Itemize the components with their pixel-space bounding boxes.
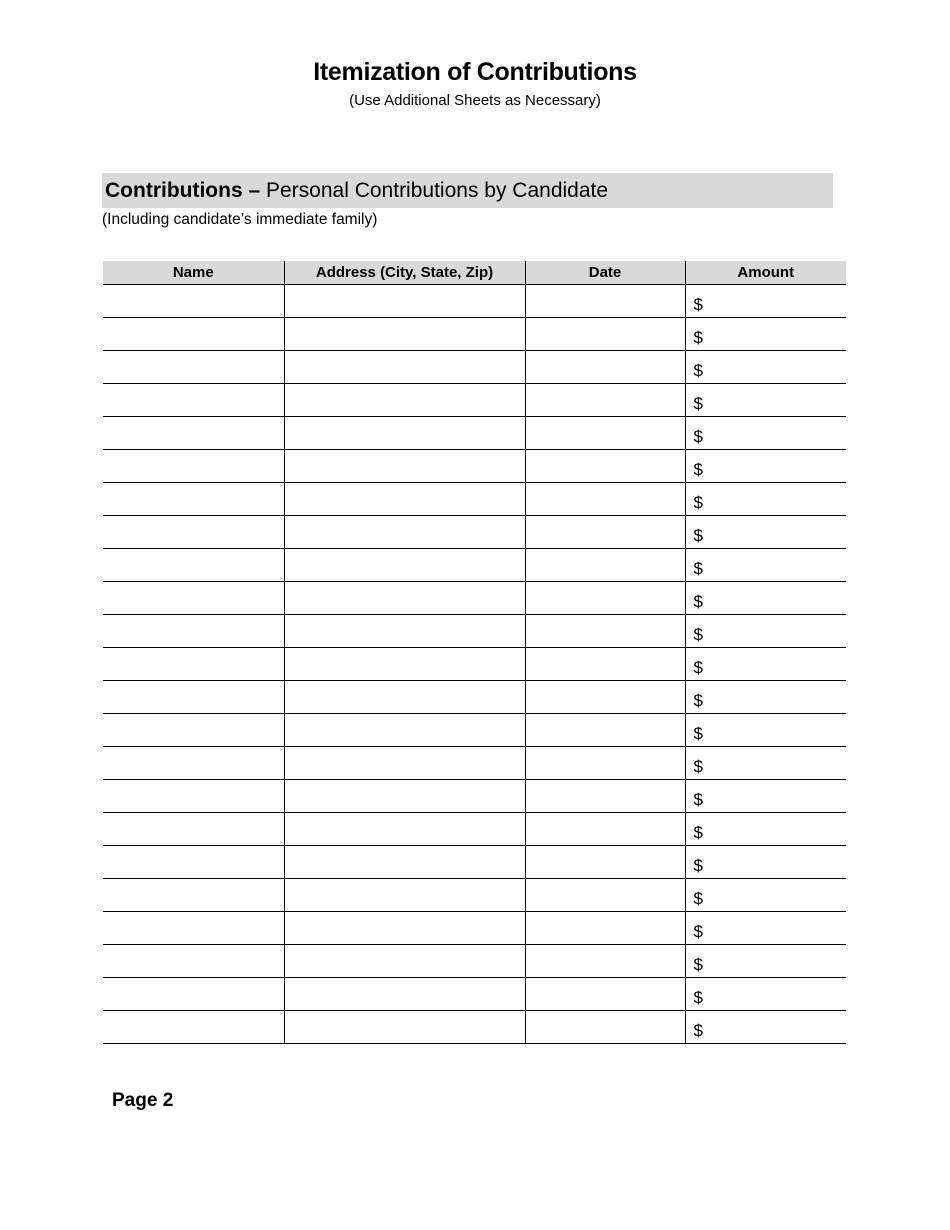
date-cell[interactable]: [525, 648, 685, 681]
date-cell[interactable]: [525, 846, 685, 879]
table-row: [103, 483, 846, 516]
address-cell[interactable]: [284, 516, 525, 549]
date-cell[interactable]: [525, 450, 685, 483]
amount-cell[interactable]: $: [685, 1011, 846, 1044]
document-title: Itemization of Contributions: [313, 58, 637, 86]
name-cell[interactable]: [103, 747, 284, 780]
amount-cell[interactable]: $: [685, 879, 846, 912]
address-cell[interactable]: [284, 912, 525, 945]
table-row: [103, 582, 846, 615]
table-row: [103, 846, 846, 879]
table-row: [103, 945, 846, 978]
table-row: [103, 351, 846, 384]
name-cell[interactable]: [103, 549, 284, 582]
name-cell[interactable]: [103, 945, 284, 978]
name-cell[interactable]: [103, 879, 284, 912]
name-cell[interactable]: [103, 912, 284, 945]
amount-cell[interactable]: $: [685, 648, 846, 681]
name-cell[interactable]: [103, 813, 284, 846]
date-cell[interactable]: [525, 945, 685, 978]
amount-cell[interactable]: $: [685, 681, 846, 714]
address-cell[interactable]: [284, 714, 525, 747]
amount-cell[interactable]: $: [685, 615, 846, 648]
address-cell[interactable]: [284, 483, 525, 516]
amount-cell[interactable]: $: [685, 846, 846, 879]
table-row: [103, 978, 846, 1011]
name-cell[interactable]: [103, 648, 284, 681]
date-cell[interactable]: [525, 483, 685, 516]
name-cell[interactable]: [103, 483, 284, 516]
amount-cell[interactable]: $: [685, 351, 846, 384]
table-row: [103, 549, 846, 582]
table-row: [103, 417, 846, 450]
section-banner: [102, 173, 833, 208]
page-number: Page 2: [112, 1090, 174, 1111]
table-row: [103, 813, 846, 846]
address-cell[interactable]: [284, 417, 525, 450]
address-cell[interactable]: [284, 384, 525, 417]
date-cell[interactable]: [525, 879, 685, 912]
date-cell[interactable]: [525, 780, 685, 813]
table-row: [103, 912, 846, 945]
name-cell[interactable]: [103, 285, 284, 318]
address-cell[interactable]: [284, 747, 525, 780]
amount-cell[interactable]: $: [685, 483, 846, 516]
address-cell[interactable]: [284, 351, 525, 384]
date-cell[interactable]: [525, 681, 685, 714]
table-row: [103, 879, 846, 912]
table-row: [103, 780, 846, 813]
table-row: [103, 648, 846, 681]
address-cell[interactable]: [284, 813, 525, 846]
date-cell[interactable]: [525, 417, 685, 450]
amount-cell[interactable]: $: [685, 714, 846, 747]
date-cell[interactable]: [525, 582, 685, 615]
amount-cell[interactable]: $: [685, 813, 846, 846]
date-cell[interactable]: [525, 978, 685, 1011]
document-subtitle: (Use Additional Sheets as Necessary): [349, 92, 601, 109]
name-cell[interactable]: [103, 1011, 284, 1044]
amount-cell[interactable]: $: [685, 978, 846, 1011]
address-cell[interactable]: [284, 879, 525, 912]
name-cell[interactable]: [103, 450, 284, 483]
address-cell[interactable]: [284, 285, 525, 318]
name-cell[interactable]: [103, 318, 284, 351]
date-cell[interactable]: [525, 747, 685, 780]
column-header-name: Name: [103, 261, 284, 285]
amount-cell[interactable]: $: [685, 945, 846, 978]
table-row: [103, 615, 846, 648]
table-row: [103, 747, 846, 780]
section-title-rest: Personal Contributions by Candidate: [260, 179, 609, 202]
name-cell[interactable]: [103, 384, 284, 417]
address-cell[interactable]: [284, 978, 525, 1011]
table-row: [103, 1011, 846, 1044]
contributions-table: [103, 261, 846, 1044]
name-cell[interactable]: [103, 351, 284, 384]
name-cell[interactable]: [103, 978, 284, 1011]
amount-cell[interactable]: $: [685, 318, 846, 351]
amount-cell[interactable]: $: [685, 417, 846, 450]
table-row: [103, 681, 846, 714]
table-body: [103, 285, 846, 1044]
column-header-address: Address (City, State, Zip): [284, 261, 525, 285]
amount-cell[interactable]: $: [685, 780, 846, 813]
amount-cell[interactable]: $: [685, 582, 846, 615]
table-row: [103, 285, 846, 318]
name-cell[interactable]: [103, 714, 284, 747]
name-cell[interactable]: [103, 417, 284, 450]
name-cell[interactable]: [103, 582, 284, 615]
date-cell[interactable]: [525, 1011, 685, 1044]
address-cell[interactable]: [284, 582, 525, 615]
amount-cell[interactable]: $: [685, 516, 846, 549]
date-cell[interactable]: [525, 285, 685, 318]
date-cell[interactable]: [525, 615, 685, 648]
column-header-amount: Amount: [685, 261, 846, 285]
address-cell[interactable]: [284, 615, 525, 648]
date-cell[interactable]: [525, 912, 685, 945]
date-cell[interactable]: [525, 516, 685, 549]
table-row: [103, 516, 846, 549]
address-cell[interactable]: [284, 780, 525, 813]
table-row: [103, 450, 846, 483]
date-cell[interactable]: [525, 549, 685, 582]
address-cell[interactable]: [284, 318, 525, 351]
name-cell[interactable]: [103, 516, 284, 549]
table-row: [103, 714, 846, 747]
date-cell[interactable]: [525, 318, 685, 351]
name-cell[interactable]: [103, 615, 284, 648]
amount-cell[interactable]: $: [685, 384, 846, 417]
address-cell[interactable]: [284, 945, 525, 978]
date-cell[interactable]: [525, 351, 685, 384]
date-cell[interactable]: [525, 384, 685, 417]
section-note: (Including candidate’s immediate family): [102, 211, 378, 228]
amount-cell[interactable]: $: [685, 549, 846, 582]
amount-cell[interactable]: $: [685, 450, 846, 483]
amount-cell[interactable]: $: [685, 747, 846, 780]
address-cell[interactable]: [284, 549, 525, 582]
address-cell[interactable]: [284, 846, 525, 879]
section-title-bold: Contributions –: [105, 179, 261, 202]
amount-cell[interactable]: $: [685, 285, 846, 318]
name-cell[interactable]: [103, 780, 284, 813]
table-header-row: [103, 261, 846, 285]
name-cell[interactable]: [103, 681, 284, 714]
address-cell[interactable]: [284, 1011, 525, 1044]
address-cell[interactable]: [284, 450, 525, 483]
address-cell[interactable]: [284, 648, 525, 681]
table-row: [103, 318, 846, 351]
date-cell[interactable]: [525, 813, 685, 846]
column-header-date: Date: [525, 261, 685, 285]
date-cell[interactable]: [525, 714, 685, 747]
amount-cell[interactable]: $: [685, 912, 846, 945]
address-cell[interactable]: [284, 681, 525, 714]
table-row: [103, 384, 846, 417]
name-cell[interactable]: [103, 846, 284, 879]
